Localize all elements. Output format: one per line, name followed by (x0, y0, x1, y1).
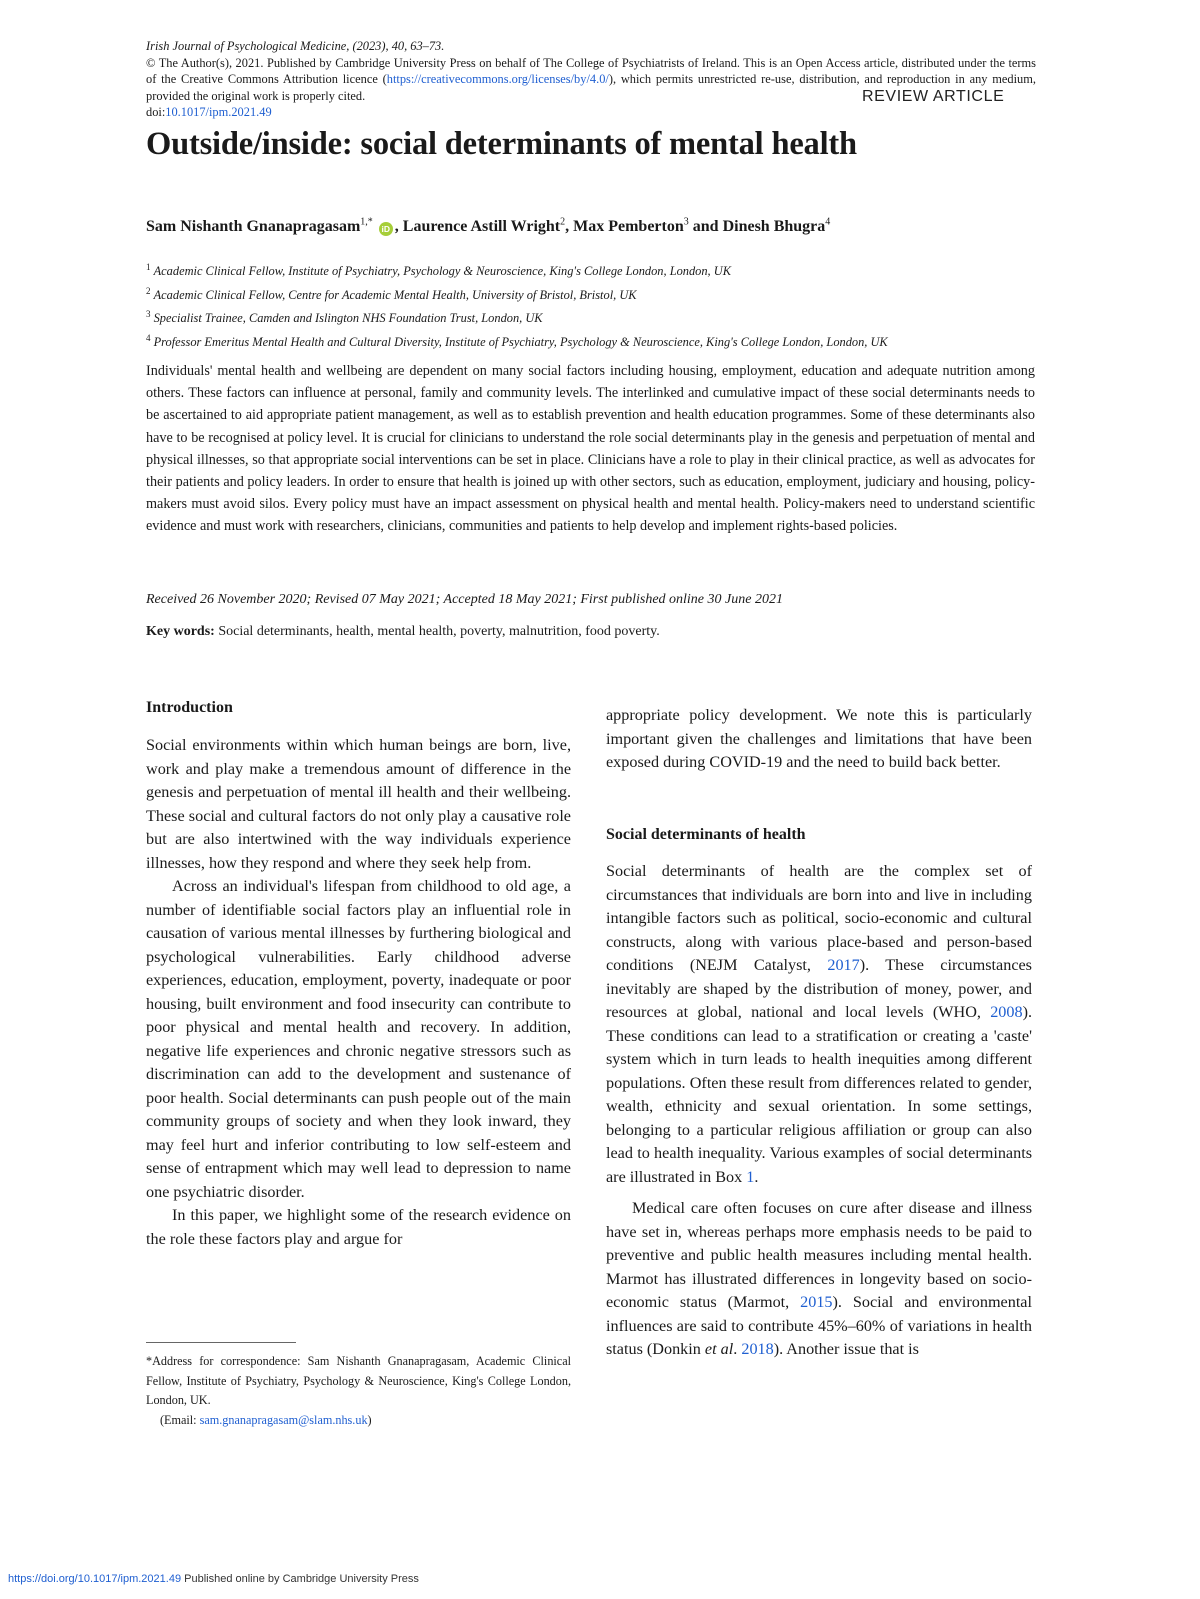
author-name[interactable]: Sam Nishanth Gnanapragasam (146, 218, 361, 235)
section-heading-introduction: Introduction (146, 699, 233, 716)
author-affiliation-marker: 2 (560, 216, 566, 228)
footer-doi-link[interactable]: https://doi.org/10.1017/ipm.2021.49 (8, 1573, 182, 1585)
keywords (146, 624, 660, 640)
footer-published-text: Published online by Cambridge University Press (181, 1573, 419, 1585)
doi-line (146, 104, 1036, 121)
article-type-label: REVIEW ARTICLE (862, 88, 1005, 105)
affiliation-text: Academic Clinical Fellow, Institute of Psychiatry, Psychology & Neuroscience, King's College London, London, UK (153, 264, 731, 279)
affiliation (146, 258, 1066, 282)
affiliation (146, 329, 1066, 353)
article-title: Outside/inside: social determinants of mental health (146, 126, 857, 162)
footnote-divider (146, 1342, 296, 1343)
text-run: et al (704, 1340, 734, 1358)
doi-link[interactable]: 10.1017/ipm.2021.49 (165, 105, 272, 119)
body-paragraph: Social environments within which human beings are born, live, work and play make a tremendous amount of difference in the genesis and perpetuation of mental ill health and their wellbeing. These social and cultural factors do not only play a causative role but are also intertwined with the way individuals experience illnesses, how they respond and where they seek help from. (146, 736, 571, 872)
citation-link[interactable]: 2008 (990, 1003, 1023, 1021)
text-run: Social determinants of health are the complex set of circumstances that individuals are born into and live in including intangible factors such as political, socio-economic and cultural constructs, along with various place-based and person-based conditions (NEJM Catalyst, (606, 862, 1032, 974)
body-paragraph (606, 1197, 1032, 1362)
abstract: Individuals' mental health and wellbeing are dependent on many social factors including housing, employment, education and adequate nutrition among others. These factors can influence at personal, family and community levels. The interlinked and cumulative impact of these social determinants needs to be ascertained to aid appropriate patient management, as well as to establish prevention and health education programmes. Some of these determinants also have to be recognised at policy level. It is crucial for clinicians to understand the role social determinants play in the genesis and perpetuation of mental and physical illnesses, so that appropriate social interventions can be set in place. Clinicians have a role to play in their clinical practice, as well as advocates for their patients and policy leaders. In order to ensure that health is joined up with other sectors, such as education, employment, judiciary and housing, policy-makers must avoid silos. Every policy must have an impact assessment on physical health and mental health. Policy-makers need to understand scientific evidence and must work with researchers, clinicians, communities and patients to help develop and implement rights-based policies. (146, 363, 1035, 535)
text-run: ). Another issue that is (773, 1340, 919, 1358)
affiliation-text: Academic Clinical Fellow, Centre for Academic Mental Health, University of Bristol, Bristol, UK (153, 287, 637, 302)
body-paragraph: Across an individual's lifespan from childhood to old age, a number of identifiable social factors play an influential role in causation of various mental illnesses by furthering biological and psychological vulnerabilities. Early childhood adverse experiences, education, employment, poverty, inadequate or poor housing, built environment and food insecurity can contribute to poor physical and mental health and recovery. In addition, negative life experiences and chronic negative stressors such as discrimination can add to the development and sustenance of poor health. Social determinants can push people out of the main community groups of society and when they look inward, they may feel hurt and inferior contributing to low self-esteem and sense of entrapment which may well lead to depression to name one psychiatric disorder. (146, 877, 571, 1201)
author-list: Sam Nishanth Gnanapragasam$^{1,*}$ iD , Laurence Astill Wright$^2$, Max Pemberton$^3$ and Dinesh Bhugra$^4$ (146, 216, 831, 235)
author-affiliation-marker: 1,* (360, 216, 373, 228)
affiliation (146, 282, 1066, 306)
journal-header (146, 38, 1036, 121)
correspondence-footnote (146, 1352, 571, 1430)
body-paragraph: appropriate policy development. We note this is particularly important given the challenges and limitations that have been exposed during COVID-19 and the need to build back better. (606, 706, 1032, 771)
right-column-sdh (606, 860, 1032, 1362)
license-text-end: ), which permits unrestricted re-use, distribution, and reproduction in any medium, provided the original work is properly cited. (146, 72, 1036, 103)
affiliation-number: 3 (146, 309, 151, 320)
orcid-icon[interactable]: iD (379, 222, 393, 236)
publication-dates: Received 26 November 2020; Revised 07 May 2021; Accepted 18 May 2021; First published online 30 June 2021 (146, 592, 783, 607)
right-column (606, 704, 1032, 775)
citation-link[interactable]: 2017 (827, 956, 860, 974)
author-affiliation-marker: 4 (825, 216, 831, 228)
left-column (146, 734, 571, 1251)
keywords-text: Social determinants, health, mental health, poverty, malnutrition, food poverty. (218, 624, 660, 639)
affiliation-list (146, 258, 1066, 353)
text-run: ). These circumstances inevitably are shaped by the distribution of money, power, and resources at global, national and local levels (WHO, (606, 956, 1032, 1021)
license-text: © The Author(s), 2021. Published by Cambridge University Press on behalf of The College of Psychiatrists of Ireland. This is an Open Access article, distributed under the terms of the Creative Commons Attribution licence ( (146, 55, 1036, 86)
author-connector: and (692, 218, 719, 235)
email-label: (Email: (160, 1412, 200, 1427)
text-run: . (754, 1167, 759, 1186)
journal-citation: Irish Journal of Psychological Medicine, (2023), 40, 63–73. (146, 39, 445, 53)
section-heading-social-determinants: Social determinants of health (606, 826, 806, 843)
text-run: Medical care often focuses on cure after disease and illness have set in, whereas perhaps more emphasis needs to be paid to preventive and public health measures including mental health. Marmot has illustrated differences in longevity based on socio-economic status (Marmot, (606, 1199, 1032, 1311)
citation-link[interactable]: 2015 (800, 1293, 833, 1311)
text-run: . (733, 1340, 742, 1358)
text-run: ). These conditions can lead to a stratification or creating a 'caste' system which in turn leads to health inequities among different populations. Often these result from differences related to gender, wealth, ethnicity and sexual orientation. In some settings, belonging to a particular religious affiliation or group can also lead to health inequality. Various examples of social determinants are illustrated in Box (606, 1003, 1032, 1186)
text-run: ). Social and environmental influences are said to contribute 45%–60% of variations in health status (Donkin (606, 1293, 1032, 1358)
affiliation-text: Professor Emeritus Mental Health and Cultural Diversity, Institute of Psychiatry, Psychology & Neuroscience, King's College London, London, UK (153, 335, 888, 349)
box-link[interactable]: 1 (746, 1167, 755, 1186)
keywords-label: Key words: (146, 624, 215, 639)
correspondence-address: *Address for correspondence: Sam Nishanth Gnanapragasam, Academic Clinical Fellow, Institute of Psychiatry, Psychology & Neuroscience, King's College London, London, UK. (146, 1354, 571, 1407)
correspondence-email-line (146, 1411, 571, 1431)
email-link[interactable]: sam.gnanapragasam@slam.nhs.uk (199, 1412, 368, 1427)
affiliation-number: 2 (146, 285, 151, 296)
affiliation (146, 305, 1066, 329)
affiliation-number: 4 (146, 332, 151, 343)
author-affiliation-marker: 3 (683, 216, 689, 228)
citation-link[interactable]: 2018 (741, 1340, 774, 1358)
license-link[interactable]: https://creativecommons.org/licenses/by/4.0/ (386, 72, 609, 86)
author-name[interactable]: Laurence Astill Wright (402, 218, 561, 235)
body-paragraph (606, 860, 1032, 1189)
author-name[interactable]: Dinesh Bhugra (722, 218, 826, 235)
author-name[interactable]: Max Pemberton (573, 218, 684, 235)
email-close: ) (367, 1412, 372, 1427)
affiliation-text: Specialist Trainee, Camden and Islington NHS Foundation Trust, London, UK (153, 311, 543, 326)
page-footer (8, 1573, 419, 1585)
affiliation-number: 1 (146, 262, 151, 272)
body-paragraph: In this paper, we highlight some of the research evidence on the role these factors play and argue for (146, 1206, 571, 1248)
doi-label: doi: (146, 105, 166, 119)
